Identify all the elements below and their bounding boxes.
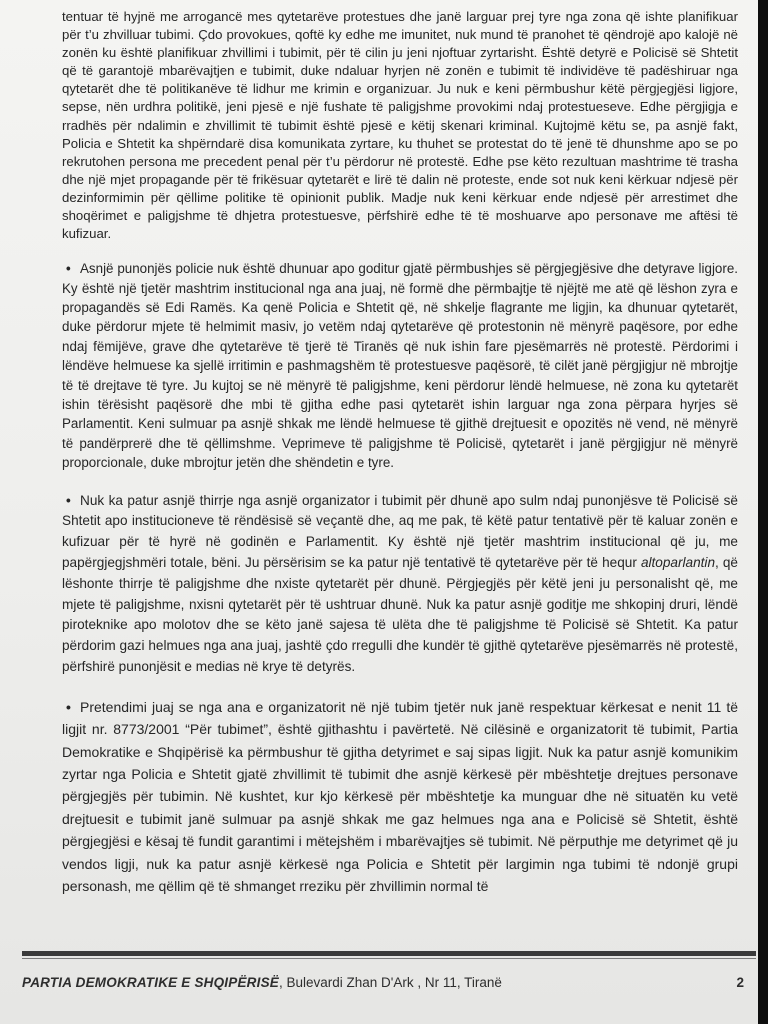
page-number: 2 [736, 975, 744, 990]
footer-address: , Bulevardi Zhan D'Ark , Nr 11, Tiranë [278, 975, 502, 990]
footer-rule [22, 951, 756, 956]
background-edge [758, 0, 768, 1024]
paragraph-1: tentuar të hyjnë me arrogancë mes qytetarëve protestues dhe janë larguar prej tyre nga zona që ishte planifikuar për t’u zhvilluar tubimi. Çdo provokues, qoftë ky edhe me imunitet, nuk mund të pranohet të qëndrojë apo kalojë në zonën ku është planifikuar zhvillimi i tubimit, për të cilin ju jeni njoftuar zyrtarisht. Është detyrë e Policisë së Shtetit që të garantojë mbarëvajtjen e tubimit, duke ndaluar hyrjen në zonën e tubimit të individëve të padëshiruar nga qytetarët dhe të politikanëve të lidhur me krimin e organizuar. Ju nuk e keni përmbushur këtë përgjegjësi ligjore, sepse, nën urdhra politikë, jeni pjesë e një fushate të paligjshme provokimi ndaj protestueseve. Edhe përgjigja e rradhës për ndalimin e zhvillimit të tubimit është pjesë e këtij skenari kriminal. Kujtojmë këtu se, pa asnjë fakt, Policia e Shtetit ka shpërndarë disa komunikata zyrtare, ku thuhet se protestat do të jenë të dhunshme apo se po rekrutohen persona me precedent penal për t’u përdorur në protestë. Edhe pse këto rezultuan mashtrime të trasha dhe një mjet propagande për të frikësuar qytetarët e lirë të dalin në proteste, ende sot nuk keni kërkuar ndjesë për dezinformimin për qëllime politike të opinionit publik. Madje nuk keni kërkuar ende ndjesë për arrestimet dhe shoqërimet e paligjshme të dhjetra protestuesve, përfshirë edhe të të moshuarve apo personave me aftësi të kufizuar. [62, 9, 738, 242]
paragraph-3-bulleted [62, 491, 738, 678]
paragraph-4-bulleted: • Pretendimi juaj se nga ana e organizatorit në një tubim tjetër nuk janë respektuar kërkesat e nenit 11 të ligjit nr. 8773/2001 “Për tubimet”, është gjithashtu i pavërtetë. Në cilësinë e organizatorit të tubimit, Partia Demokratike e Shqipërisë ka përmbushur të gjitha detyrimet e saj sipas ligjit. Nuk ka patur asnjë komunikim zyrtar nga Policia e Shtetit gjatë zhvillimit të tubimit dhe asnjë kërkesë për mbështetje drejtues personave përgjegjës për tubimin. Në kushtet, kur kjo kërkesë për mbështetje ka munguar dhe në situatën ku vetë drejtuesit e tubimit janë sulmuar pa asnjë shkak me gaz helmues nga ana e Policisë së Shtetit, është përgjegjësi e kësaj të fundit garantimi i mëtejshëm i mbarëvajtjes së tubimit. Në përputhje me detyrimet që ju vendos ligji, nuk ka patur asnjë kërkesë nga Policia e Shtetit për largimin nga tubimi të ndonjë grupi personash, me qëllim që të shmanget rreziku për zhvillimin normal të [62, 696, 738, 898]
letter-body [62, 8, 738, 898]
paragraph-3-text-a: Nuk ka patur asnjë thirrje nga asnjë organizator i tubimit për dhunë apo sulm ndaj punonjësve të Policisë së Shtetit apo institucioneve të rëndësisë së veçantë dhe, aq me pak, të këtë patur tentativë për të kaluar zonën e kufizuar për të hyrë në godinën e Parlamentit. Ky është një tjetër mashtrim institucional që ju, me papërgjegjshmëri totale, bëni. Ju përsërisim se ka patur një tentativë të qytetarëve për të hequr [62, 492, 738, 571]
page-footer [22, 975, 752, 990]
paragraph-3-text-b: , që lëshonte thirrje të paligjshme dhe nxiste qytetarët për dhunë. Përgjegjës për këtë jeni ju personalisht që, me mjete të paligjshme, nxisni qytetarët për të ushtruar dhunë. Nuk ka patur asnjë goditje me shkopinj druri, lëndë piroteknike apo molotov dhe se këto janë sajesa të ulëta dhe të paligjshme të Policisë së Shtetit. Ka patur përdorim gazi helmues nga ana juaj, jashtë çdo rregulli dhe kundër të gjithë qytetarëve pjesëmarrës në protestë, përfshirë punonjësit e medias në krye të detyrës. [62, 555, 738, 675]
footer-rule-thin [22, 958, 756, 959]
paragraph-2-bulleted: • Asnjë punonjës policie nuk është dhunuar apo goditur gjatë përmbushjes së përgjegjësive dhe detyrave ligjore. Ky është një tjetër mashtrim institucional nga ana juaj, në formë dhe përmbajtje të njëjtë me atë që lëshon zyra e propagandës së Edi Ramës. Ka qenë Policia e Shtetit që, në shkelje flagrante me ligjin, ka dhunuar qytetarët, duke përdorur mjete të helmimit masiv, jo vetëm ndaj qytetarëve që protestonin në mënyrë paqësore, por edhe ndaj fëmijëve, grave dhe qytetarëve të tjerë të Tiranës që nuk ishin fare pjesëmarrës në protestë. Përdorimi i lëndëve helmuese ka sjellë irritimin e pashmagshëm të protestuesve paqësorë, të cilët janë përgjigjur në mbrojtje të të drejtave të tyre. Ju kujtoj se në mënyrë të paligjshme, keni përdorur lëndë helmuese, në zona ku qytetarët ishin tërësisht paqësorë dhe mbi të gjitha edhe pasi qytetarët ishin larguar nga zona përpara hyrjes së Parlamentit. Keni sulmuar pa asnjë shkak me lëndë helmuese të gjithë drejtuesit e opozitës në vend, në mënyrë të pandërprerë dhe të qëllimshme. Veprimeve të paligjshme të Policisë, qytetarët i janë përgjigjur në mënyrë proporcionale, duke mbrojtur jetën dhe shëndetin e tyre. [62, 259, 738, 472]
paragraph-3-italic-term: altoparlantin [640, 555, 715, 571]
footer-party-name: PARTIA DEMOKRATIKE E SHQIPËRISË [22, 975, 279, 990]
footer-address-line [22, 975, 502, 990]
